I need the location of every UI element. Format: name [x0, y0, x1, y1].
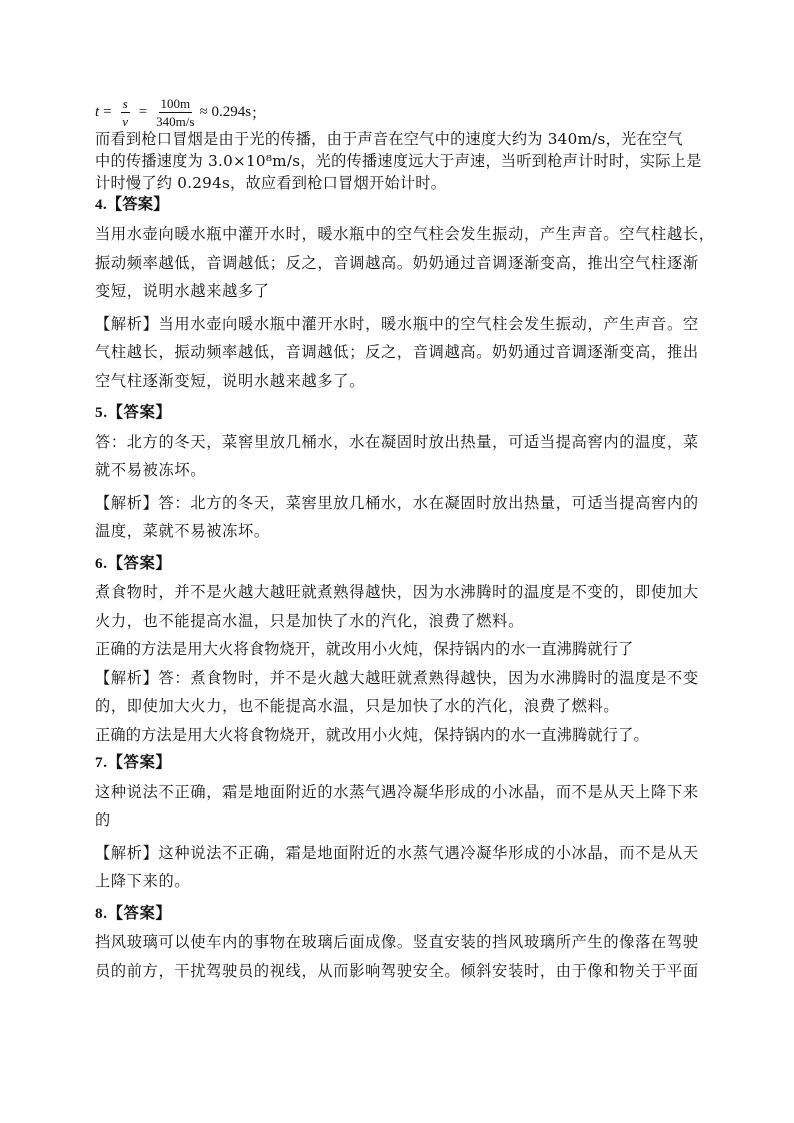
answer-line: 员的前方，干扰驾驶员的视线，从而影响驾驶安全。倾斜安装时，由于像和物关于平面 [95, 961, 699, 980]
answer-heading: 6.【答案】 [95, 554, 172, 572]
answer-item-7 [95, 749, 705, 896]
analysis-line: 【解析】答：北方的冬天，菜窖里放几桶水，水在凝固时放出热量，可适当提高窖内的 [95, 493, 699, 512]
answer-heading: 8.【答案】 [95, 904, 172, 922]
answer-line: 正确的方法是用大火将食物烧开，就改用小火炖，保持锅内的水一直沸腾就行了 [95, 640, 634, 658]
text-line: 计时慢了约 0.294s，故应看到枪口冒烟开始计时。 [95, 174, 447, 192]
analysis-line: 【解析】这种说法不正确，霜是地面附近的水蒸气遇冷凝华形成的小冰晶，而不是从天 [95, 843, 699, 862]
formula-t: t [95, 103, 100, 120]
answer-item-5 [95, 395, 705, 546]
answer-line: 火力，也不能提高水温，只是加快了水的汽化，浪费了燃料。 [95, 611, 524, 630]
analysis-line: 空气柱逐渐变短，说明水越来越多了。 [95, 371, 366, 390]
analysis-line: 温度，菜就不易被冻坏。 [95, 522, 270, 540]
answer-heading: 5.【答案】 [95, 404, 172, 421]
analysis-line: 正确的方法是用大火将食物烧开，就改用小火炖，保持锅内的水一直沸腾就行了。 [95, 725, 649, 744]
fraction-denominator: 340m/s [156, 113, 195, 129]
analysis-line: 【解析】答：煮食物时，并不是火越大越旺就煮熟得越快，因为水沸腾时的温度是不变 [95, 668, 699, 687]
fraction-distance-over-speed [156, 97, 194, 128]
formula-end: ； [251, 105, 267, 122]
fraction-numerator: 100m [160, 95, 191, 111]
document-page [95, 95, 715, 985]
text-line: 而看到枪口冒烟是由于光的传播，由于声音在空气中的速度大约为 340m/s，光在空气 [95, 130, 683, 148]
answer-item-8 [95, 896, 705, 986]
analysis-line: 上降下来的。 [95, 872, 191, 890]
formula-equals: = [103, 103, 112, 120]
answer-line: 振动频率越低，音调越低；反之，音调越高。奶奶通过音调逐渐变高，推出空气柱逐渐 [95, 253, 699, 272]
answer-item-4 [95, 194, 715, 395]
answer-line: 这种说法不正确，霜是地面附近的水蒸气遇冷凝华形成的小冰晶，而不是从天上降下来 [95, 782, 699, 801]
answer-line: 当用水壶向暖水瓶中灌开水时，暖水瓶中的空气柱会发生振动，产生声音。空气柱越长， [95, 225, 715, 243]
fraction-numerator: s [122, 95, 128, 111]
answer-line: 变短，说明水越来越多了 [95, 282, 270, 300]
text-line: 中的传播速度为 3.0×10⁸m/s，光的传播速度远大于声速，当听到枪声计时时，实际上是 [95, 152, 702, 170]
fraction-s-over-v [121, 97, 130, 128]
answer-line: 煮食物时，并不是火越大越旺就煮熟得越快，因为水沸腾时的温度是不变的，即使加大 [95, 583, 699, 601]
answer-line: 答：北方的冬天，菜窖里放几桶水，水在凝固时放出热量，可适当提高窖内的温度，菜 [95, 432, 699, 451]
analysis-line: 气柱越长，振动频率越低，音调越低；反之，音调越高。奶奶通过音调逐渐变高，推出 [95, 343, 699, 361]
answer-line: 就不易被冻坏。 [95, 461, 207, 479]
answer-item-6 [95, 546, 705, 750]
answer-line: 挡风玻璃可以使车内的事物在玻璃后面成像。竖直安装的挡风玻璃所产生的像落在驾驶 [95, 933, 699, 951]
formula-result: ≈ 0.294s [199, 103, 252, 120]
answer-heading: 4.【答案】 [95, 196, 169, 213]
fraction-denominator: v [122, 113, 129, 129]
analysis-line: 【解析】当用水壶向暖水瓶中灌开水时，暖水瓶中的空气柱会发生振动，产生声音。空 [95, 314, 699, 333]
time-formula [95, 96, 705, 128]
analysis-line: 的，即使加大火力，也不能提高水温，只是加快了水的汽化，浪费了燃料。 [95, 697, 620, 715]
answer-heading: 7.【答案】 [95, 754, 172, 771]
formula-equals: = [138, 103, 148, 120]
q3-tail [95, 128, 705, 194]
answer-line: 的 [95, 811, 111, 829]
